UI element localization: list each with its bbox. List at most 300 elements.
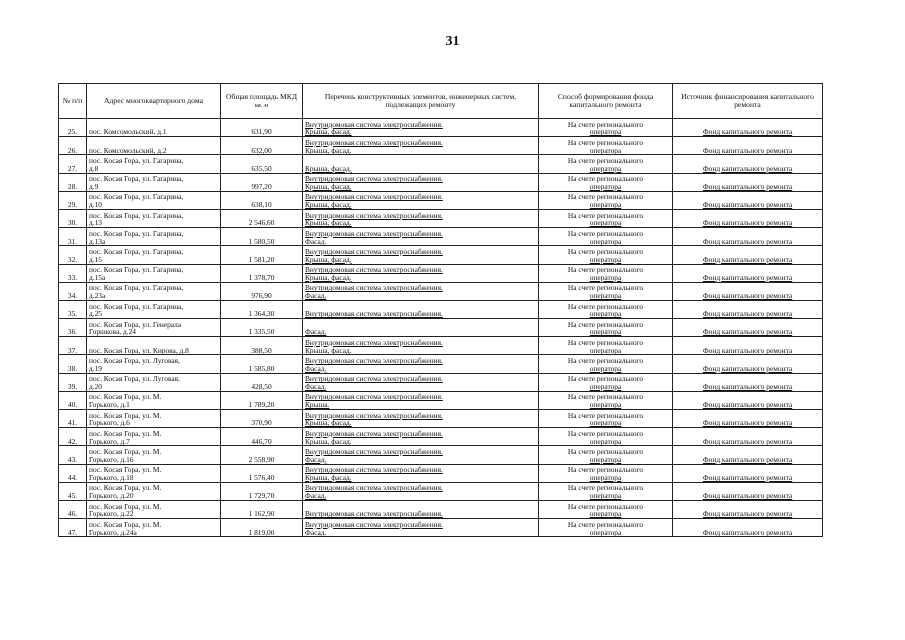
row-address: [87, 391, 221, 409]
table-row: [59, 300, 823, 318]
row-works-line1: Внутридомовая система электроснабжения.: [305, 374, 443, 384]
row-address: [87, 519, 221, 537]
table-row: [59, 446, 823, 464]
row-address: [87, 355, 221, 373]
row-works: [303, 300, 539, 318]
row-source: Фонд капитального ремонта: [673, 173, 823, 191]
row-method-line2: оператора: [589, 400, 622, 410]
row-address-line1: пос. Косая Гора, ул. М.: [89, 410, 162, 420]
row-works-line2: Крыша, фасад.: [305, 163, 352, 173]
row-number: 44.: [59, 464, 87, 482]
row-address: [87, 300, 221, 318]
row-area: 2 546,60: [221, 209, 303, 227]
row-address-line1: пос. Косая Гора, ул. Гагарина,: [89, 265, 184, 275]
table-row: [59, 464, 823, 482]
row-number: 27.: [59, 155, 87, 173]
row-number: 25.: [59, 119, 87, 137]
row-number: 30.: [59, 209, 87, 227]
row-method-line1: На счете регионального: [567, 301, 644, 311]
row-number: 37.: [59, 337, 87, 355]
row-address: [87, 373, 221, 391]
row-number: 33.: [59, 264, 87, 282]
row-area: 1 585,80: [221, 355, 303, 373]
row-works: [303, 137, 539, 155]
row-address: [87, 337, 221, 355]
row-works: [303, 337, 539, 355]
row-number: 40.: [59, 391, 87, 409]
row-address-line1: пос. Косая Гора, ул. Луговая,: [89, 374, 180, 384]
row-method: [539, 155, 673, 173]
row-number: 43.: [59, 446, 87, 464]
row-address: [87, 191, 221, 209]
row-area: 1 335,50: [221, 319, 303, 337]
row-works-line2: Крыша, фасад.: [305, 127, 352, 137]
row-method: [539, 209, 673, 227]
row-number: 36.: [59, 319, 87, 337]
row-method: [539, 246, 673, 264]
row-works: [303, 373, 539, 391]
row-number: 28.: [59, 173, 87, 191]
row-works: [303, 519, 539, 537]
row-works-line1: Внутридомовая система электроснабжения.: [305, 210, 443, 220]
row-works-line2: Фасад.: [305, 291, 327, 301]
row-method-line1: На счете регионального: [567, 319, 644, 329]
row-address: [87, 119, 221, 137]
row-method: [539, 173, 673, 191]
row-area: 1 162,90: [221, 500, 303, 518]
row-method: [539, 428, 673, 446]
row-works: [303, 209, 539, 227]
row-method-line1: На счете регионального: [567, 483, 644, 493]
row-area: 428,50: [221, 373, 303, 391]
row-address-line2: д.20: [89, 382, 102, 392]
row-address-line2: Горького, д.24а: [89, 527, 137, 537]
row-method: [539, 137, 673, 155]
table-row: [59, 155, 823, 173]
row-source: Фонд капитального ремонта: [673, 464, 823, 482]
row-works: [303, 500, 539, 518]
row-source: Фонд капитального ремонта: [673, 300, 823, 318]
table-row: [59, 209, 823, 227]
row-works: [303, 191, 539, 209]
header-address: Адрес многоквартирного дома: [87, 84, 221, 119]
row-works-line2: Крыша, фасад.: [305, 418, 352, 428]
row-source: Фонд капитального ремонта: [673, 228, 823, 246]
row-method-line1: На счете регионального: [567, 447, 644, 457]
row-works: [303, 173, 539, 191]
row-works-line1: Внутридомовая система электроснабжения.: [305, 265, 443, 275]
row-address-line1: пос. Косая Гора, ул. Луговая,: [89, 356, 180, 366]
row-address-line1: пос. Косая Гора, ул. М.: [89, 392, 162, 402]
row-address-line2: д.19: [89, 363, 102, 373]
row-number: 26.: [59, 137, 87, 155]
row-method-line2: оператора: [589, 163, 622, 173]
row-address-line1: пос. Косая Гора, ул. М.: [89, 465, 162, 475]
table-row: [59, 173, 823, 191]
header-area: [221, 84, 303, 119]
row-method: [539, 410, 673, 428]
row-works: [303, 446, 539, 464]
row-number: 31.: [59, 228, 87, 246]
table-row: [59, 355, 823, 373]
row-address-line1: пос. Косая Гора, ул. М.: [89, 447, 162, 457]
row-address-line2: Горького, д.22: [89, 509, 134, 519]
row-address: [87, 209, 221, 227]
row-works-line1: Внутридомовая система электроснабжения.: [305, 428, 443, 438]
row-works-line2: Внутридомовая система электроснабжения.: [305, 509, 443, 519]
row-address-line2: д.13: [89, 218, 102, 228]
row-address-line1: пос. Косая Гора, ул. Гагарина,: [89, 283, 184, 293]
row-works-line1: Внутридомовая система электроснабжения.: [305, 174, 443, 184]
row-works-line2: Внутридомовая система электроснабжения.: [305, 309, 443, 319]
row-method: [539, 519, 673, 537]
row-works-line2: Крыша, фасад.: [305, 345, 352, 355]
row-works-line1: Внутридомовая система электроснабжения.: [305, 356, 443, 366]
row-works-line2: Фасад.: [305, 527, 327, 537]
row-address-line2: д.13а: [89, 236, 106, 246]
header-method: Способ формирования фонда капитального ремонта: [539, 84, 673, 119]
row-area: 1 819,00: [221, 519, 303, 537]
row-address-line2: д.9: [89, 181, 99, 191]
table-row: [59, 264, 823, 282]
row-source: Фонд капитального ремонта: [673, 519, 823, 537]
row-address-line1: пос. Косая Гора, ул. Гагарина,: [89, 246, 184, 256]
row-area: 976,90: [221, 282, 303, 300]
row-works-line2: Фасад.: [305, 236, 327, 246]
table-row: [59, 519, 823, 537]
row-number: 32.: [59, 246, 87, 264]
row-works-line1: Внутридомовая система электроснабжения.: [305, 246, 443, 256]
row-area: 1 580,50: [221, 228, 303, 246]
row-works-line1: Внутридомовая система электроснабжения.: [305, 228, 443, 238]
row-method-line2: оператора: [589, 527, 622, 537]
row-works: [303, 464, 539, 482]
row-address: [87, 246, 221, 264]
row-works-line1: Внутридомовая система электроснабжения.: [305, 337, 443, 347]
row-method-line2: оператора: [589, 145, 622, 155]
row-address-line2: Горького, д.1: [89, 400, 130, 410]
row-address-line2: д.10: [89, 200, 102, 210]
table-row: [59, 391, 823, 409]
row-address: [87, 173, 221, 191]
row-method: [539, 337, 673, 355]
row-method-line2: оператора: [589, 345, 622, 355]
row-method: [539, 282, 673, 300]
row-source: Фонд капитального ремонта: [673, 355, 823, 373]
row-method: [539, 319, 673, 337]
repair-program-table: [58, 83, 823, 537]
row-method-line1: На счете регионального: [567, 374, 644, 384]
row-works-line2: Фасад.: [305, 382, 327, 392]
row-address-line2: д.25: [89, 309, 102, 319]
row-method-line2: оператора: [589, 127, 622, 137]
row-source: Фонд капитального ремонта: [673, 191, 823, 209]
row-area: 631,90: [221, 119, 303, 137]
header-num: № п/п: [59, 84, 87, 119]
row-address: [87, 482, 221, 500]
row-works-line2: Крыша, фасад.: [305, 254, 352, 264]
table-row: [59, 119, 823, 137]
row-address: [87, 319, 221, 337]
row-source: Фонд капитального ремонта: [673, 337, 823, 355]
row-works-line2: Крыша, фасад.: [305, 436, 352, 446]
row-method: [539, 500, 673, 518]
row-source: Фонд капитального ремонта: [673, 482, 823, 500]
row-method-line2: оператора: [589, 418, 622, 428]
row-works-line2: Крыша, фасад.: [305, 200, 352, 210]
table-row: [59, 228, 823, 246]
row-address: [87, 282, 221, 300]
row-method: [539, 264, 673, 282]
row-method-line2: оператора: [589, 363, 622, 373]
row-method-line1: На счете регионального: [567, 337, 644, 347]
row-area: 635,50: [221, 155, 303, 173]
table-row: [59, 410, 823, 428]
row-source: Фонд капитального ремонта: [673, 282, 823, 300]
row-method-line1: На счете регионального: [567, 119, 644, 129]
row-area: 1 576,40: [221, 464, 303, 482]
row-address-line2: пос. Косая Гора, ул. Кирова, д.8: [89, 345, 189, 355]
row-method-line2: оператора: [589, 454, 622, 464]
row-works-line1: Внутридомовая система электроснабжения.: [305, 465, 443, 475]
row-works: [303, 246, 539, 264]
row-works-line2: Крыша, фасад.: [305, 181, 352, 191]
row-method-line2: оператора: [589, 509, 622, 519]
row-works-line1: Внутридомовая система электроснабжения.: [305, 137, 443, 147]
row-address-line1: пос. Косая Гора, ул. М.: [89, 501, 162, 511]
row-area: 638,10: [221, 191, 303, 209]
table-body: [59, 119, 823, 537]
table-row: [59, 337, 823, 355]
row-area: 1 378,70: [221, 264, 303, 282]
row-address-line2: Горшкова, д.24: [89, 327, 136, 337]
row-address: [87, 500, 221, 518]
row-method-line1: На счете регионального: [567, 192, 644, 202]
row-address-line2: Горького, д.6: [89, 418, 130, 428]
row-works-line1: Внутридомовая система электроснабжения.: [305, 119, 443, 129]
row-method-line2: оператора: [589, 181, 622, 191]
row-works: [303, 355, 539, 373]
row-area: 1 729,70: [221, 482, 303, 500]
row-method-line1: На счете регионального: [567, 410, 644, 420]
row-method-line2: оператора: [589, 272, 622, 282]
table-row: [59, 191, 823, 209]
row-works: [303, 428, 539, 446]
row-source: Фонд капитального ремонта: [673, 500, 823, 518]
row-works-line2: Крыша, фасад.: [305, 145, 352, 155]
row-address-line1: пос. Косая Гора, ул. Генерала: [89, 319, 182, 329]
row-area: 997,20: [221, 173, 303, 191]
table-row: [59, 373, 823, 391]
row-method-line2: оператора: [589, 309, 622, 319]
table-row: [59, 282, 823, 300]
row-address-line2: Горького, д.18: [89, 472, 134, 482]
row-number: 38.: [59, 355, 87, 373]
table-row: [59, 246, 823, 264]
row-works: [303, 119, 539, 137]
row-address-line1: пос. Косая Гора, ул. Гагарина,: [89, 156, 184, 166]
row-address: [87, 155, 221, 173]
table-row: [59, 428, 823, 446]
row-method: [539, 446, 673, 464]
row-address: [87, 137, 221, 155]
row-works-line1: Внутридомовая система электроснабжения.: [305, 447, 443, 457]
row-method-line2: оператора: [589, 254, 622, 264]
row-works-line1: Внутридомовая система электроснабжения.: [305, 192, 443, 202]
table-row: [59, 500, 823, 518]
row-address: [87, 464, 221, 482]
row-number: 29.: [59, 191, 87, 209]
row-area: 1 789,20: [221, 391, 303, 409]
row-source: Фонд капитального ремонта: [673, 209, 823, 227]
row-works: [303, 155, 539, 173]
page-number: 31: [445, 34, 460, 49]
row-works: [303, 282, 539, 300]
row-works-line2: Фасад.: [305, 491, 327, 501]
row-source: Фонд капитального ремонта: [673, 391, 823, 409]
row-area: 1 364,30: [221, 300, 303, 318]
table-row: [59, 137, 823, 155]
row-method: [539, 355, 673, 373]
row-works: [303, 391, 539, 409]
row-works-line2: Крыша.: [305, 400, 330, 410]
row-address-line2: д.15: [89, 254, 102, 264]
row-number: 35.: [59, 300, 87, 318]
row-area: 446,70: [221, 428, 303, 446]
row-method-line1: На счете регионального: [567, 519, 644, 529]
row-method-line2: оператора: [589, 327, 622, 337]
row-address-line2: д.8: [89, 163, 99, 173]
row-source: Фонд капитального ремонта: [673, 319, 823, 337]
row-method: [539, 119, 673, 137]
row-method: [539, 373, 673, 391]
table-row: [59, 319, 823, 337]
row-source: Фонд капитального ремонта: [673, 428, 823, 446]
row-method-line1: На счете регионального: [567, 228, 644, 238]
row-works-line1: Внутридомовая система электроснабжения.: [305, 483, 443, 493]
row-works-line1: Внутридомовая система электроснабжения.: [305, 410, 443, 420]
row-area: 1 581,20: [221, 246, 303, 264]
row-address-line1: пос. Косая Гора, ул. Гагарина,: [89, 301, 184, 311]
row-method-line2: оператора: [589, 382, 622, 392]
row-address-line1: пос. Комсомольский, д.1: [89, 127, 167, 137]
row-method-line2: оператора: [589, 291, 622, 301]
row-method-line2: оператора: [589, 436, 622, 446]
header-area-unit: кв. м: [254, 101, 269, 109]
row-source: Фонд капитального ремонта: [673, 446, 823, 464]
row-works-line1: Внутридомовая система электроснабжения.: [305, 283, 443, 293]
row-area: 388,50: [221, 337, 303, 355]
row-method-line1: На счете регионального: [567, 356, 644, 366]
row-address-line1: пос. Косая Гора, ул. М.: [89, 483, 162, 493]
row-address-line2: Горького, д.20: [89, 491, 134, 501]
row-address: [87, 228, 221, 246]
row-works: [303, 264, 539, 282]
row-works: [303, 482, 539, 500]
row-source: Фонд капитального ремонта: [673, 246, 823, 264]
row-method-line1: На счете регионального: [567, 501, 644, 511]
row-number: 45.: [59, 482, 87, 500]
row-works-line2: Фасад.: [305, 454, 327, 464]
row-works-line2: Крыша, фасад.: [305, 272, 352, 282]
row-address-line1: пос. Косая Гора, ул. М.: [89, 428, 162, 438]
row-address-line1: пос. Косая Гора, ул. Гагарина,: [89, 192, 184, 202]
row-method-line1: На счете регионального: [567, 174, 644, 184]
row-area: 632,00: [221, 137, 303, 155]
row-source: Фонд капитального ремонта: [673, 119, 823, 137]
row-source: Фонд капитального ремонта: [673, 264, 823, 282]
row-method: [539, 482, 673, 500]
row-method-line1: На счете регионального: [567, 283, 644, 293]
row-address-line1: пос. Косая Гора, ул. Гагарина,: [89, 174, 184, 184]
row-works: [303, 228, 539, 246]
row-works-line2: Крыша, фасад.: [305, 472, 352, 482]
row-method-line1: На счете регионального: [567, 137, 644, 147]
row-method-line2: оператора: [589, 236, 622, 246]
table-header: [59, 84, 823, 119]
row-address-line1: пос. Косая Гора, ул. М.: [89, 519, 162, 529]
row-works: [303, 410, 539, 428]
row-method-line1: На счете регионального: [567, 246, 644, 256]
row-works-line1: Внутридомовая система электроснабжения.: [305, 519, 443, 529]
row-method-line1: На счете регионального: [567, 428, 644, 438]
row-method: [539, 391, 673, 409]
row-number: 46.: [59, 500, 87, 518]
row-method: [539, 464, 673, 482]
header-area-label: Общая площадь МКД: [225, 92, 298, 102]
row-method-line1: На счете регионального: [567, 156, 644, 166]
row-number: 47.: [59, 519, 87, 537]
row-method-line2: оператора: [589, 200, 622, 210]
row-method-line1: На счете регионального: [567, 210, 644, 220]
row-address-line2: Горького, д.7: [89, 436, 130, 446]
table-row: [59, 482, 823, 500]
row-method-line1: На счете регионального: [567, 265, 644, 275]
row-method-line2: оператора: [589, 218, 622, 228]
row-area: 370,90: [221, 410, 303, 428]
row-address-line1: пос. Косая Гора, ул. Гагарина,: [89, 228, 184, 238]
row-source: Фонд капитального ремонта: [673, 410, 823, 428]
row-source: Фонд капитального ремонта: [673, 137, 823, 155]
row-address-line2: д.23а: [89, 291, 106, 301]
row-address-line2: д.15а: [89, 272, 106, 282]
row-area: 2 558,90: [221, 446, 303, 464]
row-address: [87, 446, 221, 464]
header-source: Источник финансирования капитального ремонта: [673, 84, 823, 119]
row-address-line1: пос. Комсомольский, д.2: [89, 145, 167, 155]
row-number: 42.: [59, 428, 87, 446]
row-number: 41.: [59, 410, 87, 428]
row-method-line1: На счете регионального: [567, 465, 644, 475]
row-works-line2: Крыша, фасад.: [305, 218, 352, 228]
row-works-line1: Внутридомовая система электроснабжения.: [305, 392, 443, 402]
row-source: Фонд капитального ремонта: [673, 155, 823, 173]
row-method: [539, 228, 673, 246]
header-row: [59, 84, 823, 119]
row-address: [87, 264, 221, 282]
row-method: [539, 300, 673, 318]
row-works: [303, 319, 539, 337]
row-works-line2: Фасад.: [305, 327, 327, 337]
row-method-line2: оператора: [589, 472, 622, 482]
row-method: [539, 191, 673, 209]
row-method-line2: оператора: [589, 491, 622, 501]
row-address: [87, 428, 221, 446]
row-number: 34.: [59, 282, 87, 300]
row-method-line1: На счете регионального: [567, 392, 644, 402]
row-source: Фонд капитального ремонта: [673, 373, 823, 391]
row-works-line2: Фасад.: [305, 363, 327, 373]
